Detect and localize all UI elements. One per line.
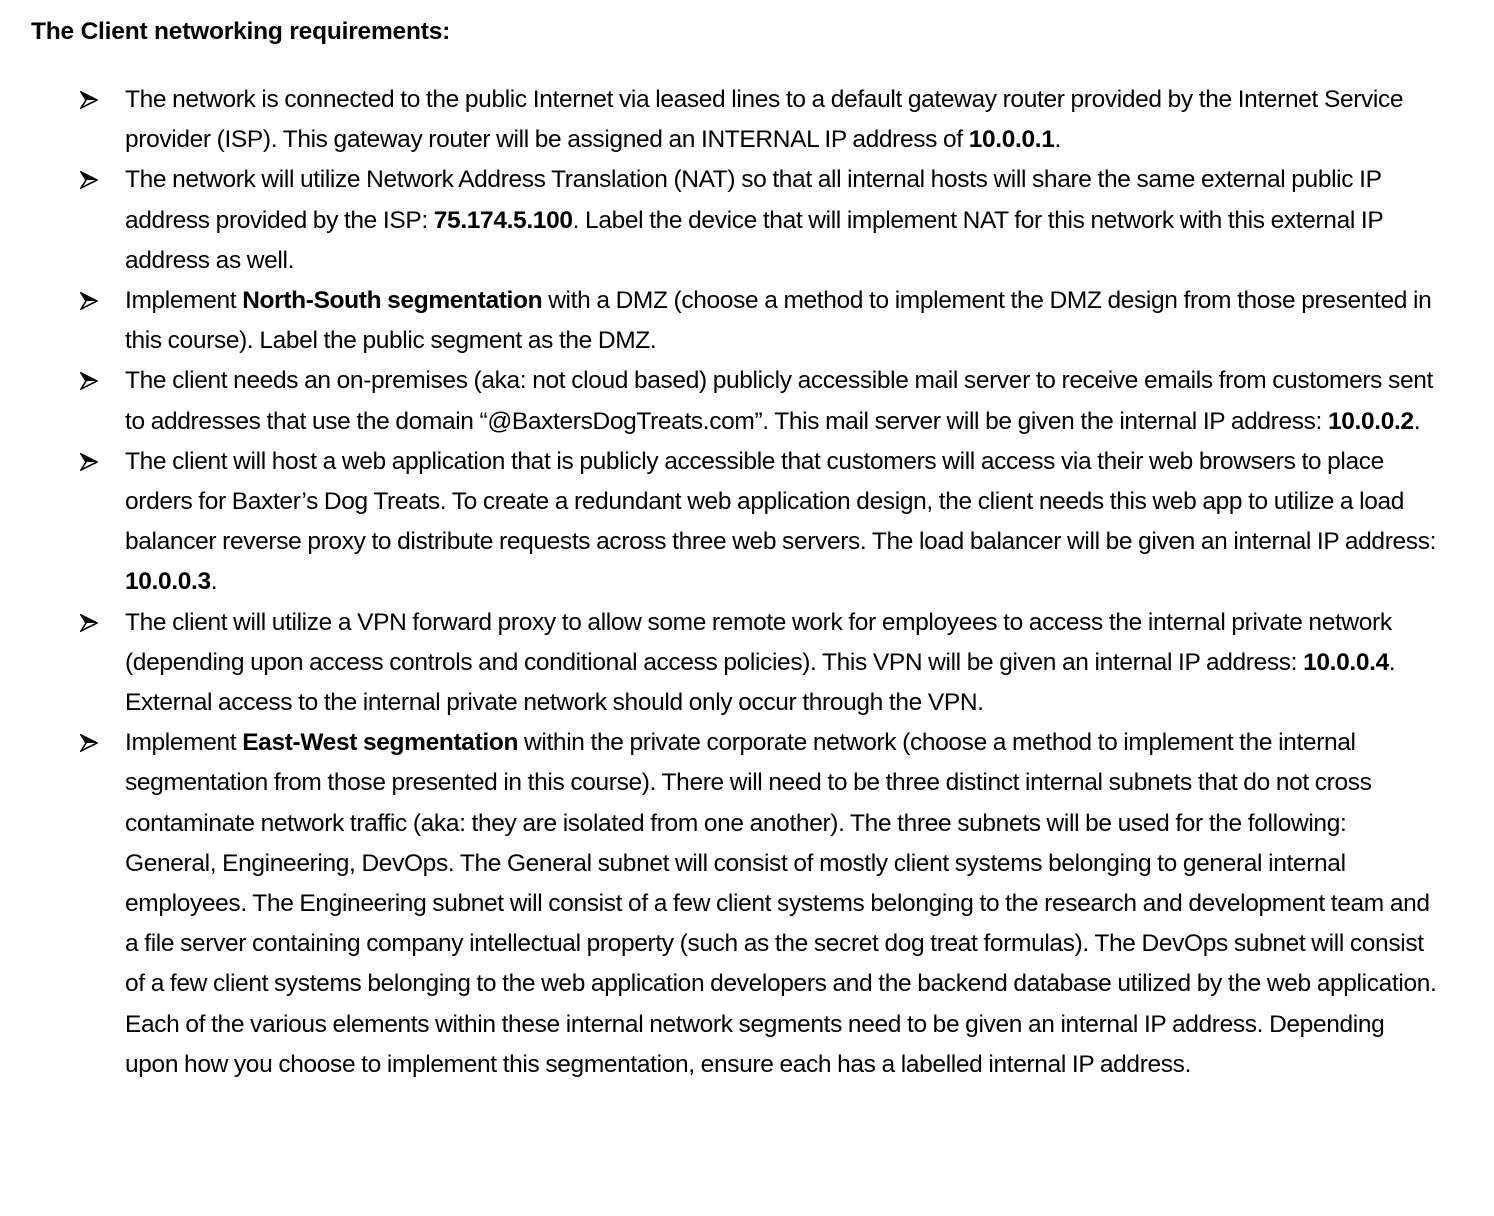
text-run: The client will utilize a VPN forward proxy to allow some remote work for employees to access the internal private network (depending upon access controls and conditional access policies). This VPN will be given an internal IP address: — [125, 608, 1392, 676]
text-run: The network is connected to the public Internet via leased lines to a default gateway router provided by the Internet Service provider (ISP). This gateway router will be assigned an INTERNAL IP address of — [125, 86, 1404, 154]
requirements-list — [0, 80, 1494, 1085]
text-run: Implement — [125, 729, 243, 757]
arrowhead-bullet-icon — [80, 453, 98, 471]
arrowhead-bullet-icon — [80, 614, 98, 632]
arrowhead-bullet-icon — [80, 292, 98, 310]
bold-text: 10.0.0.1 — [968, 126, 1055, 154]
bold-text: East-West segmentation — [242, 729, 519, 757]
bold-text: 10.0.0.4 — [1303, 648, 1389, 676]
text-run: The network will utilize Network Address Translation (NAT) so that all internal hosts will share the same external public IP address provided by the ISP: — [125, 166, 1382, 234]
arrowhead-bullet-icon — [80, 372, 98, 390]
text-run: . Label the device that will implement NAT for this network with this external IP address as well. — [125, 206, 1383, 274]
requirement-item — [0, 442, 1494, 603]
requirement-item — [0, 80, 1494, 160]
bold-text: 10.0.0.2 — [1327, 407, 1414, 435]
text-run: The client will host a web application that is publicly accessible that customers will access via their web browsers to place orders for Baxter’s Dog Treats. To create a redundant web application design, the client needs this web app to utilize a load balancer reverse proxy to distribute requests across three web servers. The load balancer will be given an internal IP address: — [125, 447, 1437, 556]
arrowhead-bullet-icon — [80, 91, 98, 109]
text-run: . External access to the internal private network should only occur through the VPN. — [125, 648, 1396, 717]
requirement-item — [0, 723, 1494, 1085]
requirement-item — [0, 603, 1494, 724]
arrowhead-bullet-icon — [80, 734, 98, 752]
text-run: within the private corporate network (choose a method to implement the internal segmentation from those presented in this course). There will need to be three distinct internal subnets that do not cross contaminate network traffic (aka: they are isolated from one another). The three subnets will be used for the following: General, Engineering, DevOps. The General subnet will consist of mostly client systems belonging to general internal employees. The Engineering subnet will consist of a few client systems belonging to the research and development team and a file server containing company intellectual property (such as the secret dog treat formulas). The DevOps subnet will consist of a few client systems belonging to the web application developers and the backend database utilized by the web application. Each of the various elements within these internal network segments need to be given an internal IP address. Depending upon how you choose to implement this segmentation, ensure each has a labelled internal IP address. — [125, 729, 1437, 1078]
text-run: . — [1413, 407, 1421, 435]
section-heading: The Client networking requirements: — [31, 18, 451, 45]
requirement-item — [0, 160, 1494, 281]
requirement-item — [0, 361, 1494, 441]
bold-text: North-South segmentation — [242, 287, 543, 315]
text-run: . — [1054, 126, 1061, 154]
arrowhead-bullet-icon — [80, 171, 98, 189]
text-run: . — [210, 568, 218, 596]
bold-text: 75.174.5.100 — [433, 206, 573, 234]
text-run: Implement — [125, 287, 243, 315]
requirement-item — [0, 281, 1494, 361]
text-run: The client needs an on-premises (aka: not cloud based) publicly accessible mail server to receive emails from customers sent to addresses that use the domain “@BaxtersDogTreats.com”. This mail server will be given the internal IP address: — [125, 367, 1433, 435]
bold-text: 10.0.0.3 — [125, 568, 211, 596]
text-run: with a DMZ (choose a method to implement the DMZ design from those presented in this course). Label the public segment as the DMZ. — [125, 287, 1432, 355]
